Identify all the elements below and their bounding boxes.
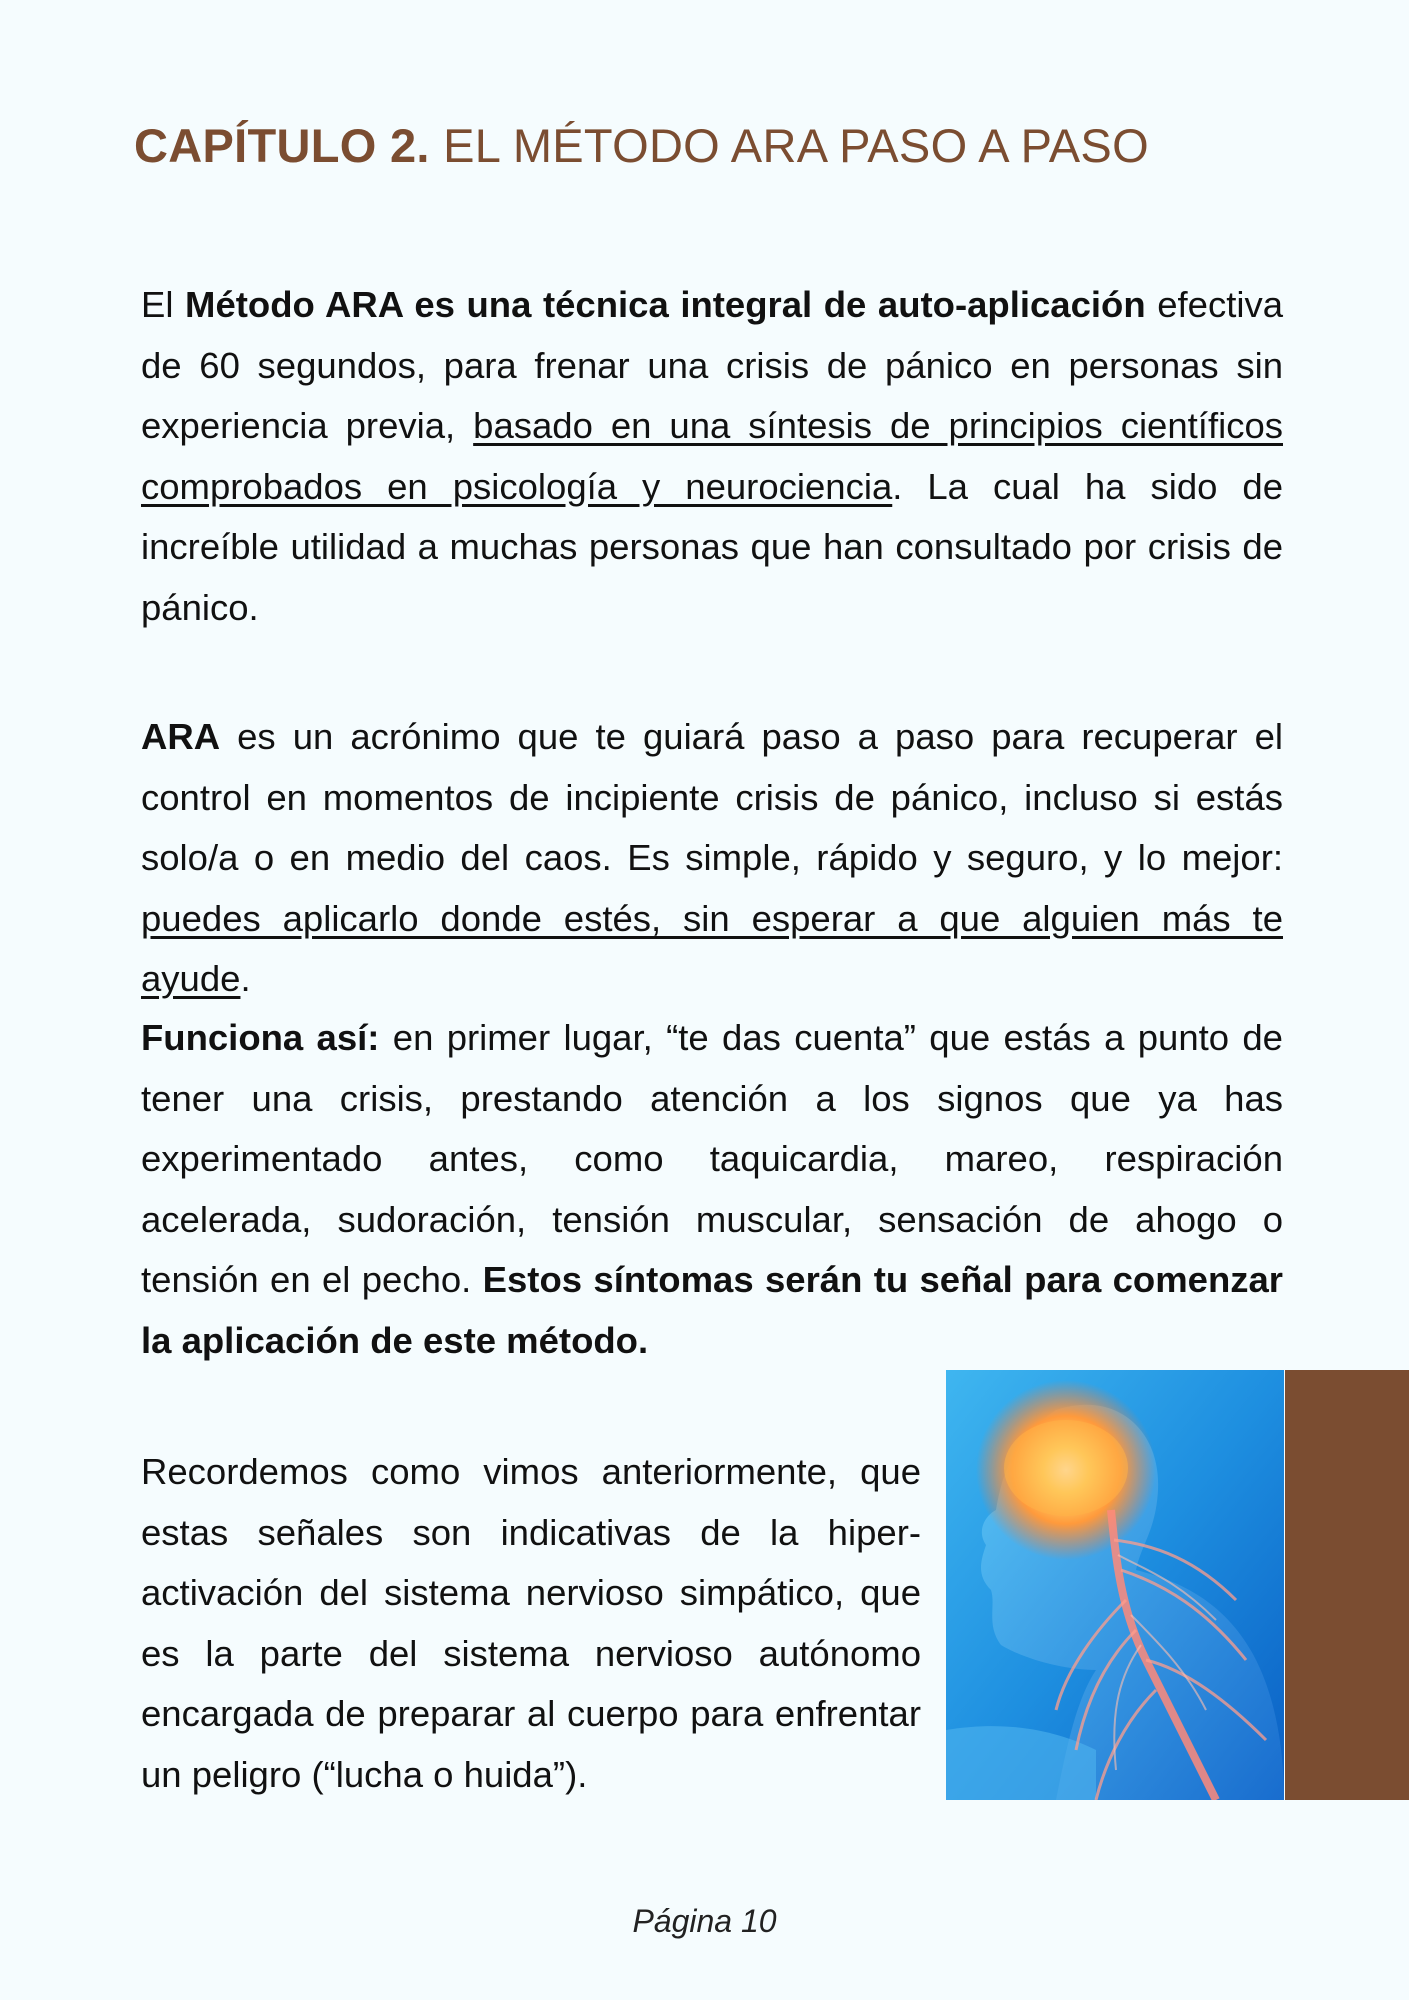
- paragraph-intro: [141, 275, 1283, 638]
- text-run: efectiva de 60 segundos, para frenar una crisis de pánico en personas sin experiencia previa,: [141, 284, 1283, 446]
- bold-run: Método ARA es una técnica integral de auto-aplicación: [185, 284, 1146, 325]
- bold-run: ARA: [141, 716, 221, 757]
- nervous-system-illustration: [946, 1370, 1284, 1800]
- bold-run: Estos síntomas serán tu señal para comenzar la aplicación de este método.: [141, 1259, 1283, 1361]
- underlined-run: basado en una síntesis de principios científicos comprobados en psicología y neurociencia: [141, 405, 1283, 507]
- underlined-run: puedes aplicarlo donde estés, sin esperar a que alguien más te ayude: [141, 897, 1283, 999]
- text-run: .: [240, 958, 251, 999]
- chapter-heading: [134, 118, 1149, 173]
- page-number: Página 10: [632, 1903, 777, 1939]
- paragraph-acronym: [141, 707, 1283, 1010]
- decorative-side-bar: [1285, 1370, 1409, 1800]
- paragraph-how-it-works: [141, 1008, 1283, 1371]
- chapter-number: CAPÍTULO 2.: [134, 119, 430, 172]
- paragraph-sympathetic: [141, 1442, 921, 1805]
- text-run: es un acrónimo que te guiará paso a paso para recuperar el control en momentos de incipiente crisis de pánico, incluso si estás solo/a o en medio del caos. Es simple, rápido y seguro, y lo mejor:: [141, 716, 1283, 878]
- chapter-title: EL MÉTODO ARA PASO A PASO: [429, 119, 1149, 172]
- bold-run: Funciona así:: [141, 1017, 380, 1058]
- text-run: El: [141, 284, 186, 325]
- text-run: en primer lugar, “te das cuenta” que estás a punto de tener una crisis, prestando atención a los signos que ya has experimentado antes, como taquicardia, mareo, respiración acelerada, sudoración, tensión muscular, sensación de ahogo o tensión en el pecho.: [141, 1017, 1283, 1300]
- text-run: Recordemos como vimos anteriormente, que estas señales son indicativas de la hiper-activación del sistema nervioso simpático, que es la parte del sistema nervioso autónomo encargada de preparar al cuerpo para enfrentar un peligro (“lucha o huida”).: [141, 1451, 921, 1795]
- text-run: . La cual ha sido de increíble utilidad a muchas personas que han consultado por crisis de pánico.: [141, 465, 1283, 628]
